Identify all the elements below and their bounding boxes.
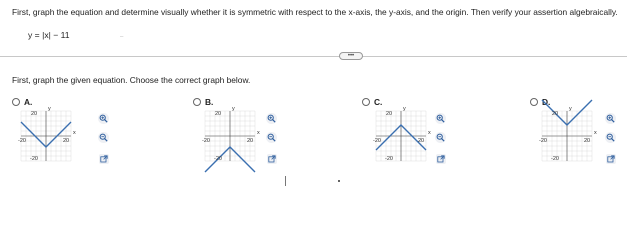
zoom-out-icon[interactable] [435, 132, 446, 143]
option-a-y-bottom-tick: -20 [30, 156, 38, 162]
option-c-y-bottom-tick: -20 [385, 156, 393, 162]
stray-mark: – [120, 34, 124, 40]
stray-dot [338, 180, 340, 182]
more-button[interactable]: ••• [339, 52, 363, 60]
option-b-radio[interactable] [193, 98, 201, 106]
option-c-x-left-tick: -20 [373, 138, 381, 144]
popout-icon[interactable] [606, 154, 616, 164]
option-d-label: D. [542, 97, 551, 107]
zoom-in-icon[interactable] [266, 113, 277, 124]
zoom-in-icon[interactable] [605, 113, 616, 124]
option-c-label: C. [374, 97, 383, 107]
option-c-y-top-tick: 20 [386, 111, 393, 117]
text-cursor [285, 176, 286, 186]
option-a-x-right-tick: 20 [63, 138, 70, 144]
zoom-in-icon[interactable] [435, 113, 446, 124]
option-d-y-top-tick: 20 [552, 111, 559, 117]
option-d-graph [539, 106, 597, 162]
popout-icon[interactable] [436, 154, 446, 164]
question-text: First, graph the given equation. Choose the correct graph below. [12, 75, 251, 85]
zoom-in-icon[interactable] [98, 113, 109, 124]
option-d-x-right-tick: 20 [584, 138, 591, 144]
option-b-x-left-tick: -20 [202, 138, 210, 144]
divider [0, 56, 627, 57]
zoom-out-icon[interactable] [98, 132, 109, 143]
popout-icon[interactable] [267, 154, 277, 164]
popout-icon[interactable] [99, 154, 109, 164]
option-d-y-bottom-tick: -20 [551, 156, 559, 162]
option-a-x-left-tick: -20 [18, 138, 26, 144]
zoom-out-icon[interactable] [605, 132, 616, 143]
option-b-x-label: x [257, 130, 260, 136]
option-a-x-label: x [73, 130, 76, 136]
option-a-graph [18, 106, 76, 162]
option-b-y-top-tick: 20 [215, 111, 222, 117]
equation: y = |x| − 11 [28, 30, 70, 40]
option-b-y-label: y [232, 106, 235, 112]
option-b-y-bottom-tick: -20 [214, 156, 222, 162]
option-c-y-label: y [403, 106, 406, 112]
option-b-graph [202, 106, 260, 162]
option-b-label: B. [205, 97, 214, 107]
option-a-y-label: y [48, 106, 51, 112]
option-a-label: A. [24, 97, 33, 107]
option-a-y-top-tick: 20 [31, 111, 38, 117]
option-b-x-right-tick: 20 [247, 138, 254, 144]
zoom-out-icon[interactable] [266, 132, 277, 143]
option-c-radio[interactable] [362, 98, 370, 106]
option-c-x-label: x [428, 130, 431, 136]
option-d-x-label: x [594, 130, 597, 136]
option-d-radio[interactable] [530, 98, 538, 106]
option-d-y-label: y [569, 106, 572, 112]
option-c-graph [373, 106, 431, 162]
instruction-text: First, graph the equation and determine visually whether it is symmetric with respect to the x-axis, the y-axis, and the origin. Then verify your assertion algebraically. [12, 7, 618, 17]
option-c-x-right-tick: 20 [418, 138, 425, 144]
option-a-radio[interactable] [12, 98, 20, 106]
option-d-x-left-tick: -20 [539, 138, 547, 144]
